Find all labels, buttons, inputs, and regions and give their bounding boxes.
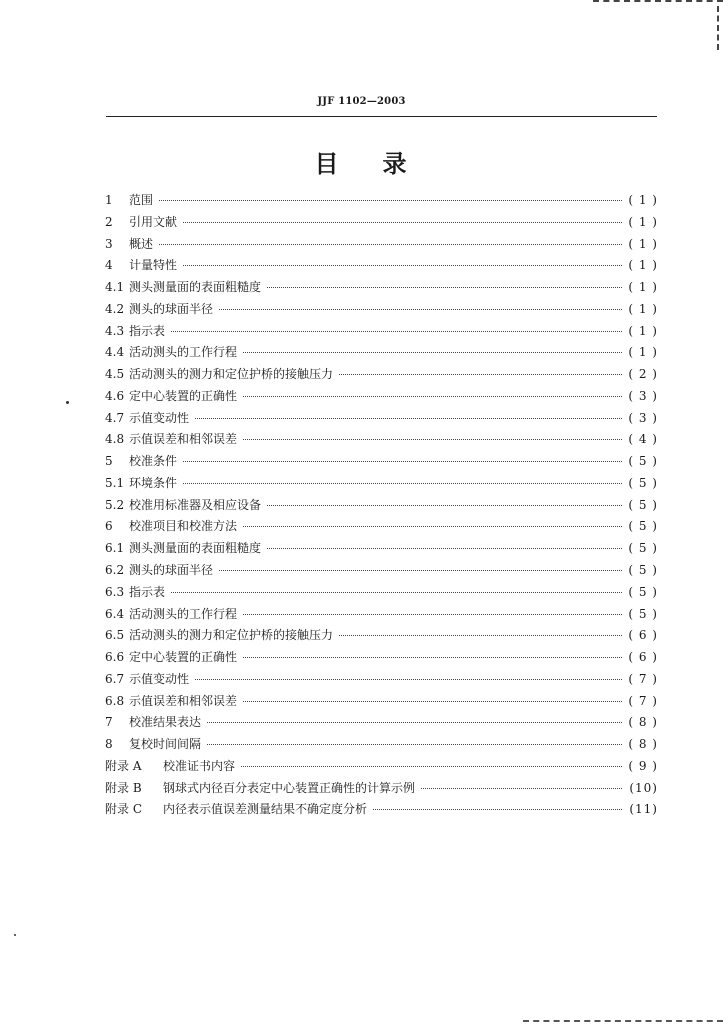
toc-entry-title: 活动测头的测力和定位护桥的接触压力 (129, 367, 334, 382)
toc-entry (105, 364, 658, 386)
dot-leader (195, 679, 622, 680)
toc-entry (105, 756, 658, 778)
toc-entry (105, 538, 658, 560)
header-rule (106, 116, 657, 117)
dot-leader (207, 744, 622, 745)
toc-entry-title: 校准用标准器及相应设备 (129, 497, 262, 512)
toc-entry (105, 190, 658, 212)
toc-entry-number: 3 (105, 236, 113, 251)
dot-leader (243, 439, 622, 440)
toc-entry-title: 测头测量面的表面粗糙度 (129, 280, 262, 295)
toc-entry-number: 5.2 (105, 497, 125, 512)
toc-entry-title: 活动测头的工作行程 (129, 606, 238, 621)
dot-leader (195, 418, 622, 419)
toc-entry-number: 4.4 (105, 345, 125, 360)
toc-entry-page: ( 9 ) (628, 758, 658, 773)
toc-entry-number: 2 (105, 214, 113, 229)
dot-leader (183, 461, 622, 462)
toc-entry (105, 429, 658, 451)
toc-entry-page: ( 1 ) (628, 280, 658, 295)
toc-entry-title: 校准项目和校准方法 (129, 519, 238, 534)
dot-leader (241, 766, 622, 767)
toc-entry-number: 5.1 (105, 475, 125, 490)
toc-entry-number: 6.8 (105, 693, 125, 708)
toc-entry-number: 1 (105, 193, 113, 207)
toc-entry (105, 625, 658, 647)
toc-entry-page: ( 5 ) (628, 584, 658, 599)
toc-entry (105, 451, 658, 473)
toc-entry-title: 活动测头的测力和定位护桥的接触压力 (129, 628, 334, 643)
toc-entry (105, 691, 658, 713)
toc-entry (105, 560, 658, 582)
toc-entry-page: ( 5 ) (628, 454, 658, 469)
toc-entry-title: 指示表 (129, 584, 166, 599)
toc-entry-page: ( 8 ) (628, 715, 658, 730)
toc-entry (105, 321, 658, 343)
toc-entry-page: ( 5 ) (628, 563, 658, 578)
toc-entry-number: 4.3 (105, 323, 125, 338)
toc-entry (105, 299, 658, 321)
toc-entry (105, 342, 658, 364)
dot-leader (219, 570, 622, 571)
dot-leader (243, 352, 622, 353)
toc-entry-page: (11) (629, 802, 658, 817)
toc-entry-title: 校准证书内容 (163, 758, 236, 773)
dot-leader (183, 483, 622, 484)
toc-entry-title: 示值变动性 (129, 410, 190, 425)
toc-entry-page: ( 3 ) (628, 388, 658, 403)
dot-leader (171, 592, 622, 593)
toc-entry-title: 环境条件 (129, 475, 178, 490)
toc-entry (105, 582, 658, 604)
toc-entry-page: ( 4 ) (628, 432, 658, 447)
toc-entry-number: 4.2 (105, 301, 125, 316)
toc-entry-title: 复校时间间隔 (129, 737, 202, 752)
toc-entry-number: 4.7 (105, 410, 125, 425)
toc-entry-title: 测头的球面半径 (129, 563, 214, 578)
scan-edge-mark (717, 6, 719, 50)
toc-entry-title: 测头测量面的表面粗糙度 (129, 541, 262, 556)
toc-entry (105, 386, 658, 408)
toc-entry (105, 408, 658, 430)
toc-entry-number: 附录 A (105, 758, 142, 773)
toc-entry-page: ( 5 ) (628, 606, 658, 621)
dot-leader (421, 788, 622, 789)
toc-entry-number: 8 (105, 737, 113, 752)
toc-entry-page: ( 6 ) (628, 628, 658, 643)
dot-leader (171, 331, 622, 332)
scan-edge-mark (523, 1020, 723, 1022)
page-title (0, 144, 723, 179)
toc-entry (105, 473, 658, 495)
toc-entry-number: 附录 C (105, 802, 142, 817)
toc-entry-title: 示值误差和相邻误差 (129, 693, 238, 708)
toc-entry (105, 669, 658, 691)
toc-entry-page: ( 5 ) (628, 519, 658, 534)
toc-entry-title: 校准结果表达 (129, 715, 202, 730)
toc-entry-page: ( 5 ) (628, 541, 658, 556)
toc-entry-title: 定中心装置的正确性 (129, 650, 238, 665)
toc-entry-page: ( 1 ) (628, 258, 658, 273)
toc-entry (105, 799, 658, 821)
toc-entry-number: 6 (105, 519, 113, 534)
toc-entry-page: ( 8 ) (628, 737, 658, 752)
toc-entry-page: ( 1 ) (628, 193, 658, 207)
scan-speck (66, 401, 69, 404)
toc-entry-page: ( 7 ) (628, 671, 658, 686)
toc-entry-number: 6.1 (105, 541, 125, 556)
toc-entry-title: 定中心装置的正确性 (129, 388, 238, 403)
toc-entry (105, 495, 658, 517)
toc-entry (105, 255, 658, 277)
dot-leader (243, 614, 622, 615)
toc-entry (105, 647, 658, 669)
toc-entry (105, 604, 658, 626)
toc-entry-title: 钢球式内径百分表定中心装置正确性的计算示例 (163, 780, 416, 795)
toc-entry-title: 引用文献 (129, 214, 178, 229)
scan-edge-mark (593, 0, 723, 2)
dot-leader (159, 244, 622, 245)
toc-entry (105, 277, 658, 299)
dot-leader (339, 374, 622, 375)
dot-leader (373, 809, 622, 810)
toc-entry-page: ( 1 ) (628, 301, 658, 316)
table-of-contents (105, 190, 658, 821)
toc-entry-page: ( 5 ) (628, 497, 658, 512)
toc-entry-page: ( 6 ) (628, 650, 658, 665)
toc-entry (105, 516, 658, 538)
toc-entry-title: 范围 (129, 193, 154, 207)
dot-leader (267, 548, 622, 549)
toc-entry-number: 4.8 (105, 432, 125, 447)
toc-entry-page: ( 2 ) (628, 367, 658, 382)
scan-speck (14, 934, 16, 936)
dot-leader (183, 222, 622, 223)
toc-entry (105, 712, 658, 734)
dot-leader (183, 265, 622, 266)
toc-entry (105, 234, 658, 256)
title-char: 目 (314, 149, 341, 178)
dot-leader (243, 657, 622, 658)
toc-entry-page: ( 7 ) (628, 693, 658, 708)
standard-code-header: JJF 1102—2003 (317, 96, 406, 107)
toc-entry-page: ( 1 ) (628, 214, 658, 229)
dot-leader (267, 287, 622, 288)
toc-entry-number: 6.4 (105, 606, 125, 621)
toc-entry-title: 计量特性 (129, 258, 178, 273)
toc-entry-number: 6.5 (105, 628, 125, 643)
toc-entry-number: 7 (105, 715, 113, 730)
toc-entry-number: 4.1 (105, 280, 125, 295)
toc-entry-number: 6.7 (105, 671, 125, 686)
dot-leader (207, 722, 622, 723)
toc-entry-number: 4 (105, 258, 113, 273)
toc-entry-title: 活动测头的工作行程 (129, 345, 238, 360)
toc-entry (105, 778, 658, 800)
toc-entry-page: (10) (629, 780, 658, 795)
toc-entry-page: ( 1 ) (628, 323, 658, 338)
toc-entry-title: 示值变动性 (129, 671, 190, 686)
toc-entry-number: 4.6 (105, 388, 125, 403)
toc-entry-title: 示值误差和相邻误差 (129, 432, 238, 447)
toc-entry-number: 6.3 (105, 584, 125, 599)
toc-entry (105, 734, 658, 756)
title-char: 录 (382, 149, 409, 178)
dot-leader (243, 701, 622, 702)
toc-entry-number: 6.2 (105, 563, 125, 578)
toc-entry-page: ( 3 ) (628, 410, 658, 425)
toc-entry (105, 212, 658, 234)
dot-leader (243, 526, 622, 527)
dot-leader (243, 396, 622, 397)
toc-entry-title: 指示表 (129, 323, 166, 338)
dot-leader (159, 200, 622, 201)
toc-entry-title: 测头的球面半径 (129, 301, 214, 316)
toc-entry-page: ( 1 ) (628, 236, 658, 251)
toc-entry-number: 4.5 (105, 367, 125, 382)
toc-entry-page: ( 1 ) (628, 345, 658, 360)
toc-entry-page: ( 5 ) (628, 475, 658, 490)
toc-entry-title: 内径表示值误差测量结果不确定度分析 (163, 802, 368, 817)
toc-entry-title: 概述 (129, 236, 154, 251)
toc-entry-number: 附录 B (105, 780, 142, 795)
toc-entry-number: 5 (105, 454, 113, 469)
toc-entry-title: 校准条件 (129, 454, 178, 469)
dot-leader (219, 309, 622, 310)
toc-entry-number: 6.6 (105, 650, 125, 665)
dot-leader (339, 635, 622, 636)
dot-leader (267, 505, 622, 506)
